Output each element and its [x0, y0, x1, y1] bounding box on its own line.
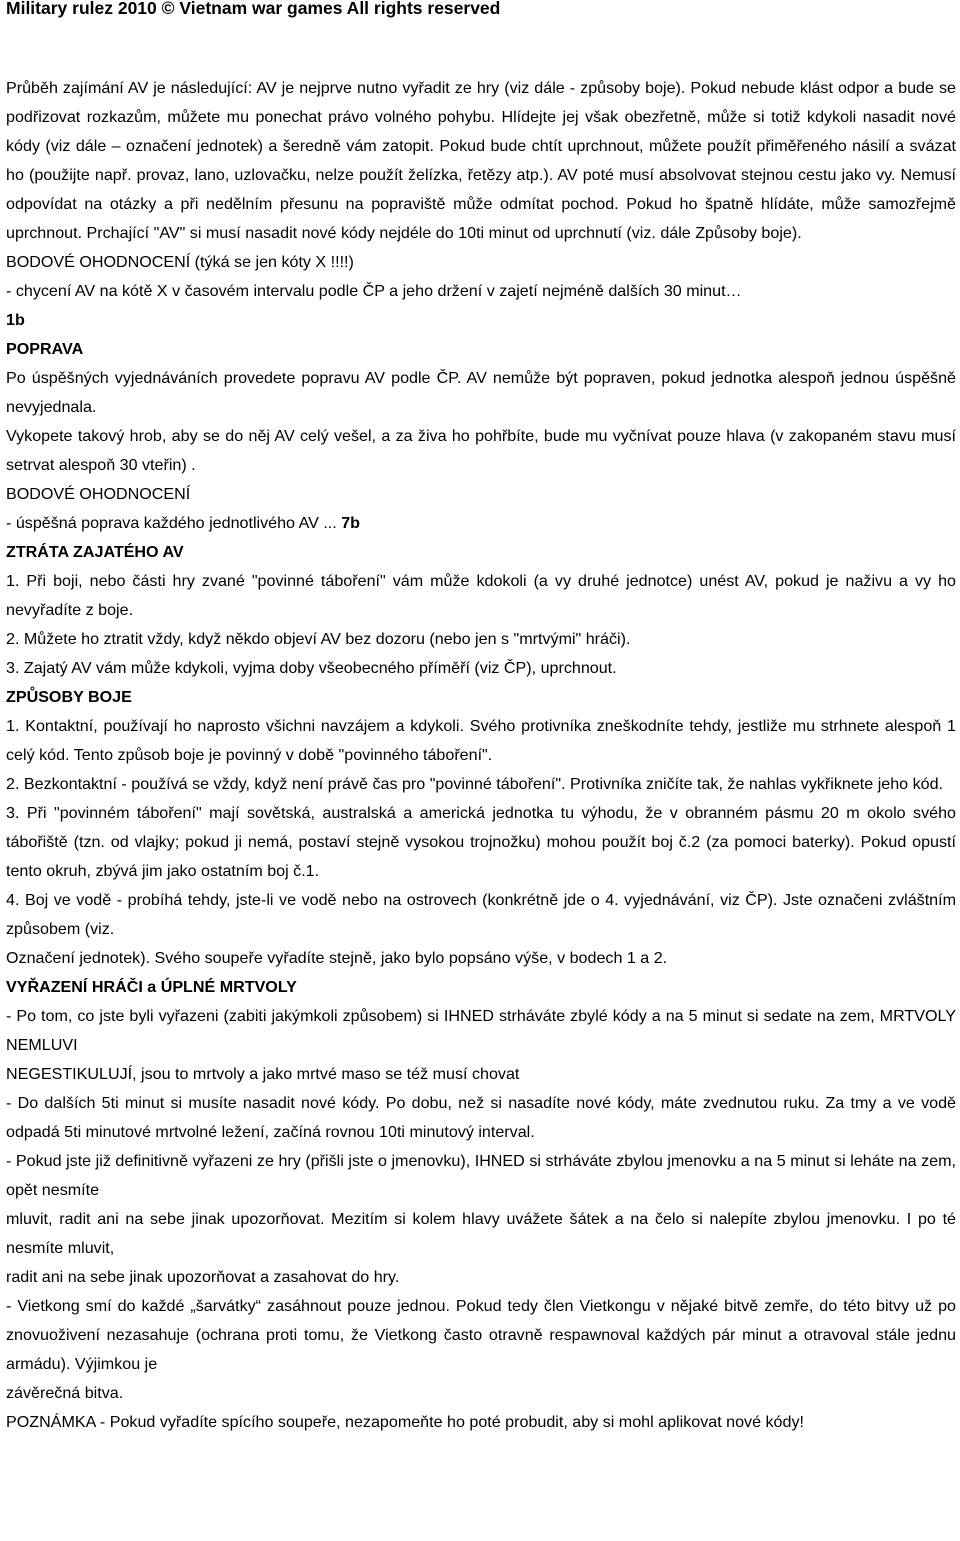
- paragraph: 1. Při boji, nebo části hry zvané "povinné táboření" vám může kdokoli (a vy druhé jednotce) unést AV, pokud je naživu a vy ho nevyřadíte z boje.: [6, 572, 956, 619]
- paragraph: - Po tom, co jste byli vyřazeni (zabiti jakýmkoli způsobem) si IHNED strháváte zbylé kódy a na 5 minut si sedate na zem, MRTVOLY NEMLUVI: [6, 1007, 956, 1054]
- paragraph: NEGESTIKULUJÍ, jsou to mrtvoly a jako mrtvé maso se též musí chovat: [6, 1065, 520, 1083]
- section-heading: POPRAVA: [6, 340, 84, 358]
- paragraph: BODOVÉ OHODNOCENÍ: [6, 485, 191, 503]
- paragraph: 2. Můžete ho ztratit vždy, když někdo objeví AV bez dozoru (nebo jen s "mrtvými" hráči).: [6, 630, 631, 648]
- paragraph: BODOVÉ OHODNOCENÍ (týká se jen kóty X !!!!): [6, 253, 354, 271]
- paragraph: - chycení AV na kótě X v časovém intervalu podle ČP a jeho držení v zajetí nejméně dalších 30 minut…: [6, 282, 742, 300]
- section-heading: 1b: [6, 311, 25, 329]
- paragraph: Vykopete takový hrob, aby se do něj AV celý vešel, a za živa ho pohřbíte, bude mu vyčnívat pouze hlava (v zakopaném stavu musí setrvat alespoň 30 vteřin) .: [6, 427, 956, 474]
- document-body: [6, 74, 956, 1437]
- paragraph: - Vietkong smí do každé „šarvátky“ zasáhnout pouze jednou. Pokud tedy člen Vietkongu v nějaké bitvě zemře, do této bitvy už po znovuoživení nezasahuje (ochrana proti tomu, že Vietkong často otravně respawnoval každých pár minut a otravoval stále jednu armádu). Výjimkou je: [6, 1297, 956, 1373]
- paragraph: 2. Bezkontaktní - používá se vždy, když není právě čas pro "povinné táboření". Protivníka zničíte tak, že nahlas vykřiknete jeho kód.: [6, 775, 944, 793]
- paragraph: 1. Kontaktní, používají ho naprosto všichni navzájem a kdykoli. Svého protivníka zneškodníte tehdy, jestliže mu strhnete alespoň 1 celý kód. Tento způsob boje je povinný v době "povinného táboření".: [6, 717, 956, 764]
- points-value: 7b: [336, 514, 361, 532]
- paragraph: 3. Zajatý AV vám může kdykoli, vyjma doby všeobecného příměří (viz ČP), uprchnout.: [6, 659, 617, 677]
- paragraph: - úspěšná poprava každého jednotlivého AV ... 7b: [6, 514, 361, 532]
- paragraph: mluvit, radit ani na sebe jinak upozorňovat. Mezitím si kolem hlavy uvážete šátek a na čelo si nalepíte zbylou jmenovku. I po té nesmíte mluvit,: [6, 1210, 956, 1257]
- page-header: Military rulez 2010 © Vietnam war games All rights reserved: [6, 0, 501, 18]
- paragraph: POZNÁMKA - Pokud vyřadíte spícího soupeře, nezapomeňte ho poté probudit, aby si mohl aplikovat nové kódy!: [6, 1413, 804, 1431]
- paragraph: radit ani na sebe jinak upozorňovat a zasahovat do hry.: [6, 1268, 400, 1286]
- paragraph: 4. Boj ve vodě - probíhá tehdy, jste-li ve vodě nebo na ostrovech (konkrétně jde o 4. vyjednávání, viz ČP). Jste označeni zvláštním způsobem (viz.: [6, 891, 956, 938]
- paragraph: Označení jednotek). Svého soupeře vyřadíte stejně, jako bylo popsáno výše, v bodech 1 a 2.: [6, 949, 668, 967]
- paragraph: Po úspěšných vyjednáváních provedete popravu AV podle ČP. AV nemůže být popraven, pokud jednotka alespoň jednou úspěšně nevyjednala.: [6, 369, 956, 416]
- section-heading: ZPŮSOBY BOJE: [6, 688, 132, 706]
- paragraph: Průběh zajímání AV je následující: AV je nejprve nutno vyřadit ze hry (viz dále - způsoby boje). Pokud nebude klást odpor a bude se podřizovat rozkazům, můžete mu ponechat právo volného pohybu. Hlídejte jej však obezřetně, může si totiž kdykoli nasadit nové kódy (viz dále – označení jednotek) a šeredně vám zatopit. Pokud bude chtít uprchnout, můžete použít přiměřeného násilí a svázat ho (použijte např. provaz, lano, uzlovačku, nelze použít želízka, řetězy atp.). AV poté musí absolvovat stejnou cestu jako vy. Nemusí odpovídat na otázky a při nedělním přesunu na popraviště může odmítat pochod. Pokud ho špatně hlídáte, může samozřejmě uprchnout. Prchající "AV" si musí nasadit nové kódy nejdéle do 10ti minut od uprchnutí (viz. dále Způsoby boje).: [6, 79, 956, 242]
- paragraph: - Do dalších 5ti minut si musíte nasadit nové kódy. Po dobu, než si nasadíte nové kódy, máte zvednutou ruku. Za tmy a ve vodě odpadá 5ti minutové mrtvolné ležení, začíná rovnou 10ti minutový interval.: [6, 1094, 956, 1141]
- section-heading: ZTRÁTA ZAJATÉHO AV: [6, 543, 184, 561]
- section-heading: VYŘAZENÍ HRÁČI a ÚPLNÉ MRTVOLY: [6, 978, 297, 996]
- paragraph: závěrečná bitva.: [6, 1384, 124, 1402]
- paragraph: 3. Při "povinném táboření" mají sovětská, australská a americká jednotka tu výhodu, že v obranném pásmu 20 m okolo svého tábořiště (tzn. od vlajky; pokud ji nemá, postaví stejně vysokou trojnožku) mohou použít boj č.2 (za pomoci baterky). Pokud opustí tento okruh, zbývá jim jako ostatním boj č.1.: [6, 804, 956, 880]
- paragraph: - Pokud jste již definitivně vyřazeni ze hry (přišli jste o jmenovku), IHNED si strháváte zbylou jmenovku a na 5 minut si leháte na zem, opět nesmíte: [6, 1152, 956, 1199]
